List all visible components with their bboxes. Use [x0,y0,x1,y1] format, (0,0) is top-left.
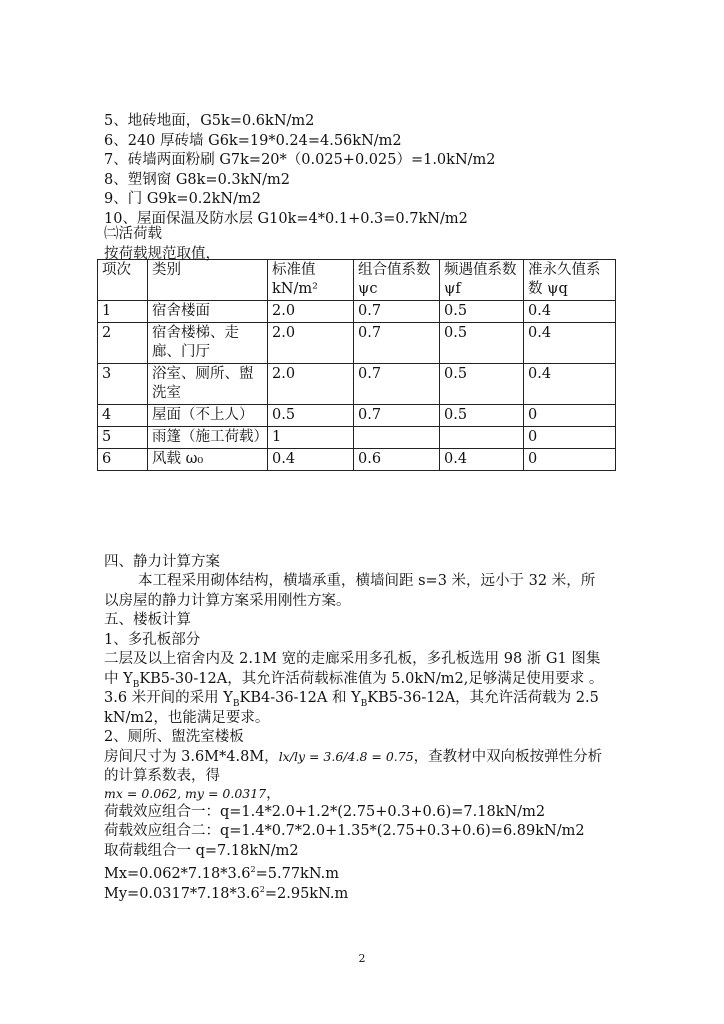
subsection-heading: 2、厕所、盥洗室楼板 [104,729,244,745]
text-line: 按荷载规范取值， [104,246,220,262]
paragraph-line: 以房屋的静力计算方案采用刚性方案。 [104,593,351,609]
table-cell: 5 [98,427,148,449]
subsection-heading: 1、多孔板部分 [104,632,201,648]
table-cell: 4 [98,405,148,427]
table-cell: 0.5 [268,405,354,427]
table-cell: 0.7 [354,323,440,364]
table-cell: 屋面（不上人） [148,405,268,427]
table-header-cell: 项次 [98,260,148,301]
table-cell: 2.0 [268,323,354,364]
subscript: B [360,698,368,709]
paragraph-line [104,880,348,904]
text-fragment: =2.95kN.m [264,885,349,902]
text-line: 5、地砖地面，G5k=0.6kN/m2 [104,113,315,129]
text-line: 10、屋面保温及防水层 G10k=4*0.1+0.3=0.7kN/m2 [104,211,468,227]
text-fragment: KB4-36-12A 和 Y [239,690,361,706]
paragraph-line: 取荷载组合一 q=7.18kN/m2 [104,843,299,859]
table-cell: 0 [524,405,616,427]
table-cell: 0.5 [440,364,524,405]
table-cell: 6 [98,449,148,471]
table-cell: 0.4 [524,323,616,364]
section-heading: 四、静力计算方案 [104,554,220,570]
table-cell: 0.4 [268,449,354,471]
paragraph-line: 的计算系数表，得 [104,768,220,784]
table-cell: 0.7 [354,364,440,405]
table-cell: 0 [524,449,616,471]
paragraph-line [104,747,602,767]
math-formula: mx = 0.062, my = 0.0317 [104,786,267,801]
text-fragment: 中 Y [104,671,133,687]
table-cell: 2.0 [268,301,354,323]
table-cell: 0.7 [354,405,440,427]
table-row [98,405,616,427]
table-cell: 1 [268,427,354,449]
table-cell: 雨篷（施工荷载） [148,427,268,449]
table-row [98,449,616,471]
table-row [98,301,616,323]
table-row [98,323,616,364]
paragraph-line: 荷载效应组合二：q=1.4*0.7*2.0+1.35*(2.75+0.3+0.6)=6.89kN/m2 [104,823,585,839]
paragraph-line [104,784,281,804]
table-cell: 浴室、厕所、盥洗室 [148,364,268,405]
table-header-row [98,260,616,301]
paragraph-line: 本工程采用砌体结构，横墙承重，横墙间距 s=3 米，远小于 32 米，所 [138,573,596,589]
subscript: B [232,698,240,709]
superscript: 2 [259,885,265,894]
text-line: 7、砖墙两面粉刷 G7k=20*（0.025+0.025）=1.0kN/m2 [104,152,496,168]
superscript: 2 [250,865,256,874]
table-cell: 0.4 [524,301,616,323]
table-row [98,427,616,449]
subscript: B [132,679,140,690]
table-cell: 0.7 [354,301,440,323]
table-header-cell: 频遇值系数 ψf [440,260,524,301]
table-cell: 2 [98,323,148,364]
table-cell: 1 [98,301,148,323]
text-fragment: =5.77kN.m [255,865,339,882]
text-fragment: 房间尺寸为 3.6M*4.8M， [104,749,279,765]
table-cell: 风载 ω₀ [148,449,268,471]
live-load-table [97,259,616,471]
table-header-cell: 准永久值系数 ψq [524,260,616,301]
table-cell [354,427,440,449]
table-cell: 0.5 [440,405,524,427]
text-line: 9、门 G9k=0.2kN/m2 [104,191,261,207]
table-cell: 2.0 [268,364,354,405]
table-row [98,364,616,405]
paragraph-line: 荷载效应组合一：q=1.4*2.0+1.2*(2.75+0.3+0.6)=7.18kN/m2 [104,804,546,820]
text-fragment: KB5-30-12A，其允许活荷载标准值为 5.0kN/m2,足够满足使用要求 。 [139,671,604,687]
text-fragment: Mx=0.062*7.18*3.6 [104,865,251,882]
table-cell: 0.4 [524,364,616,405]
table-cell: 3 [98,364,148,405]
text-line: 6、240 厚砖墙 G6k=19*0.24=4.56kN/m2 [104,133,402,149]
section-heading: ㈡活荷载 [104,226,162,242]
text-fragment: 3.6 米开间的采用 Y [104,690,233,706]
table-header-cell: 类别 [148,260,268,301]
text-fragment: ， [266,786,281,802]
table-cell: 宿舍楼面 [148,301,268,323]
text-fragment: KB5-36-12A，其允许活荷载为 2.5 [367,690,599,706]
table-cell: 0.6 [354,449,440,471]
table-cell: 0 [524,427,616,449]
text-fragment: My=0.0317*7.18*3.6 [104,885,260,902]
text-fragment: ，查教材中双向板按弹性分析 [413,749,603,765]
table-header-cell: 标准值 kN/m² [268,260,354,301]
table-cell [440,427,524,449]
math-formula: lx/ly = 3.6/4.8 = 0.75 [278,749,414,764]
table-cell: 宿舍楼梯、走廊、门厅 [148,323,268,364]
table-cell: 0.5 [440,323,524,364]
text-line: 8、塑钢窗 G8k=0.3kN/m2 [104,172,290,188]
table-cell: 0.4 [440,449,524,471]
page-number: 2 [358,952,366,965]
paragraph-line: 二层及以上宿舍内及 2.1M 宽的走廊采用多孔板，多孔板选用 98 浙 G1 图集 [104,651,601,667]
table-header-cell: 组合值系数 ψc [354,260,440,301]
paragraph-line: kN/m2，也能满足要求。 [104,710,270,726]
table-cell: 0.5 [440,301,524,323]
section-heading: 五、楼板计算 [104,612,191,628]
